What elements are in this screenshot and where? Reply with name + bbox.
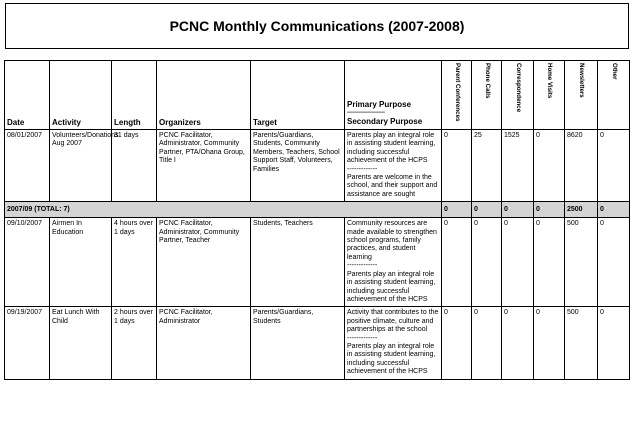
- cell-target: Parents/Guardians, Students: [251, 307, 345, 379]
- header-target: Target: [251, 61, 345, 130]
- cell-other: 0: [598, 130, 630, 202]
- cell-newsletters: 500: [565, 307, 598, 379]
- header-home-visits: Home Visits: [534, 61, 565, 130]
- group-total-row: [5, 202, 630, 218]
- group-label: 2007/09 (TOTAL: 7): [5, 202, 442, 218]
- cell-activity: Volunteers/Donations Aug 2007: [50, 130, 112, 202]
- cell-other: 0: [598, 218, 630, 307]
- secondary-purpose-text: Parents play an integral role in assisting student learning, including successful achievement of the HCPS: [347, 342, 436, 376]
- cell-correspondence: 0: [502, 218, 534, 307]
- group-home-visits: 0: [534, 202, 565, 218]
- cell-date: 09/19/2007: [5, 307, 50, 379]
- cell-date: 08/01/2007: [5, 130, 50, 202]
- group-phone-calls: 0: [472, 202, 502, 218]
- cell-target: Parents/Guardians, Students, Community Members, Teachers, School Support Staff, Volunteers, Families: [251, 130, 345, 202]
- cell-phone-calls: 0: [472, 307, 502, 379]
- cell-activity: Eat Lunch With Child: [50, 307, 112, 379]
- header-parent-conferences: Parent Conferences: [442, 61, 472, 130]
- cell-parent-conferences: 0: [442, 130, 472, 202]
- primary-purpose-text: Parents play an integral role in assisting student learning, including successful achievement of the HCPS: [347, 132, 436, 165]
- cell-home-visits: 0: [534, 218, 565, 307]
- purpose-separator: -------------: [347, 334, 378, 342]
- purpose-separator: -------------: [347, 262, 378, 270]
- primary-purpose-text: Community resources are made available to strengthen school programs, family practices, and student learning: [347, 220, 437, 261]
- cell-phone-calls: 25: [472, 130, 502, 202]
- group-parent-conferences: 0: [442, 202, 472, 218]
- cell-other: 0: [598, 307, 630, 379]
- primary-purpose-text: Activity that contributes to the positive climate, culture and partnerships at the school: [347, 309, 439, 334]
- secondary-purpose-text: Parents are welcome in the school, and their support and assistance are sought: [347, 174, 438, 198]
- header-date: Date: [5, 61, 50, 130]
- cell-organizers: PCNC Facilitator, Administrator, Community Partner, PTA/Ohana Group, Title I: [157, 130, 251, 202]
- header-purpose: [345, 61, 442, 130]
- header-length: Length: [112, 61, 157, 130]
- cell-newsletters: 500: [565, 218, 598, 307]
- cell-purpose: [345, 218, 442, 307]
- report-title-box: [5, 3, 629, 49]
- header-organizers: Organizers: [157, 61, 251, 130]
- header-secondary-purpose: Secondary Purpose: [347, 117, 423, 126]
- cell-purpose: [345, 307, 442, 379]
- table-row: [5, 307, 630, 379]
- purpose-separator: -------------: [347, 165, 378, 173]
- header-row: [5, 61, 630, 130]
- group-other: 0: [598, 202, 630, 218]
- group-correspondence: 0: [502, 202, 534, 218]
- cell-length: 4 hours over 1 days: [112, 218, 157, 307]
- cell-home-visits: 0: [534, 130, 565, 202]
- header-phone-calls: Phone Calls: [472, 61, 502, 130]
- communications-table: [4, 60, 630, 380]
- cell-date: 09/10/2007: [5, 218, 50, 307]
- cell-length: 31 days: [112, 130, 157, 202]
- cell-parent-conferences: 0: [442, 307, 472, 379]
- cell-home-visits: 0: [534, 307, 565, 379]
- header-purpose-divider: -------------------: [347, 110, 385, 116]
- cell-organizers: PCNC Facilitator, Administrator, Community Partner, Teacher: [157, 218, 251, 307]
- cell-organizers: PCNC Facilitator, Administrator: [157, 307, 251, 379]
- header-primary-purpose: Primary Purpose: [347, 100, 412, 109]
- cell-phone-calls: 0: [472, 218, 502, 307]
- cell-length: 2 hours over 1 days: [112, 307, 157, 379]
- table-row: [5, 218, 630, 307]
- secondary-purpose-text: Parents play an integral role in assisting student learning, including successful achievement of the HCPS: [347, 270, 436, 303]
- report-title: PCNC Monthly Communications (2007-2008): [169, 18, 465, 34]
- header-newsletters: Newsletters: [565, 61, 598, 130]
- header-activity: Activity: [50, 61, 112, 130]
- cell-newsletters: 8620: [565, 130, 598, 202]
- cell-target: Students, Teachers: [251, 218, 345, 307]
- group-newsletters: 2500: [565, 202, 598, 218]
- table-row: [5, 130, 630, 202]
- header-correspondence: Correspondence: [502, 61, 534, 130]
- cell-activity: Airmen In Education: [50, 218, 112, 307]
- header-other: Other: [598, 61, 630, 130]
- cell-purpose: [345, 130, 442, 202]
- cell-correspondence: 1525: [502, 130, 534, 202]
- cell-correspondence: 0: [502, 307, 534, 379]
- cell-parent-conferences: 0: [442, 218, 472, 307]
